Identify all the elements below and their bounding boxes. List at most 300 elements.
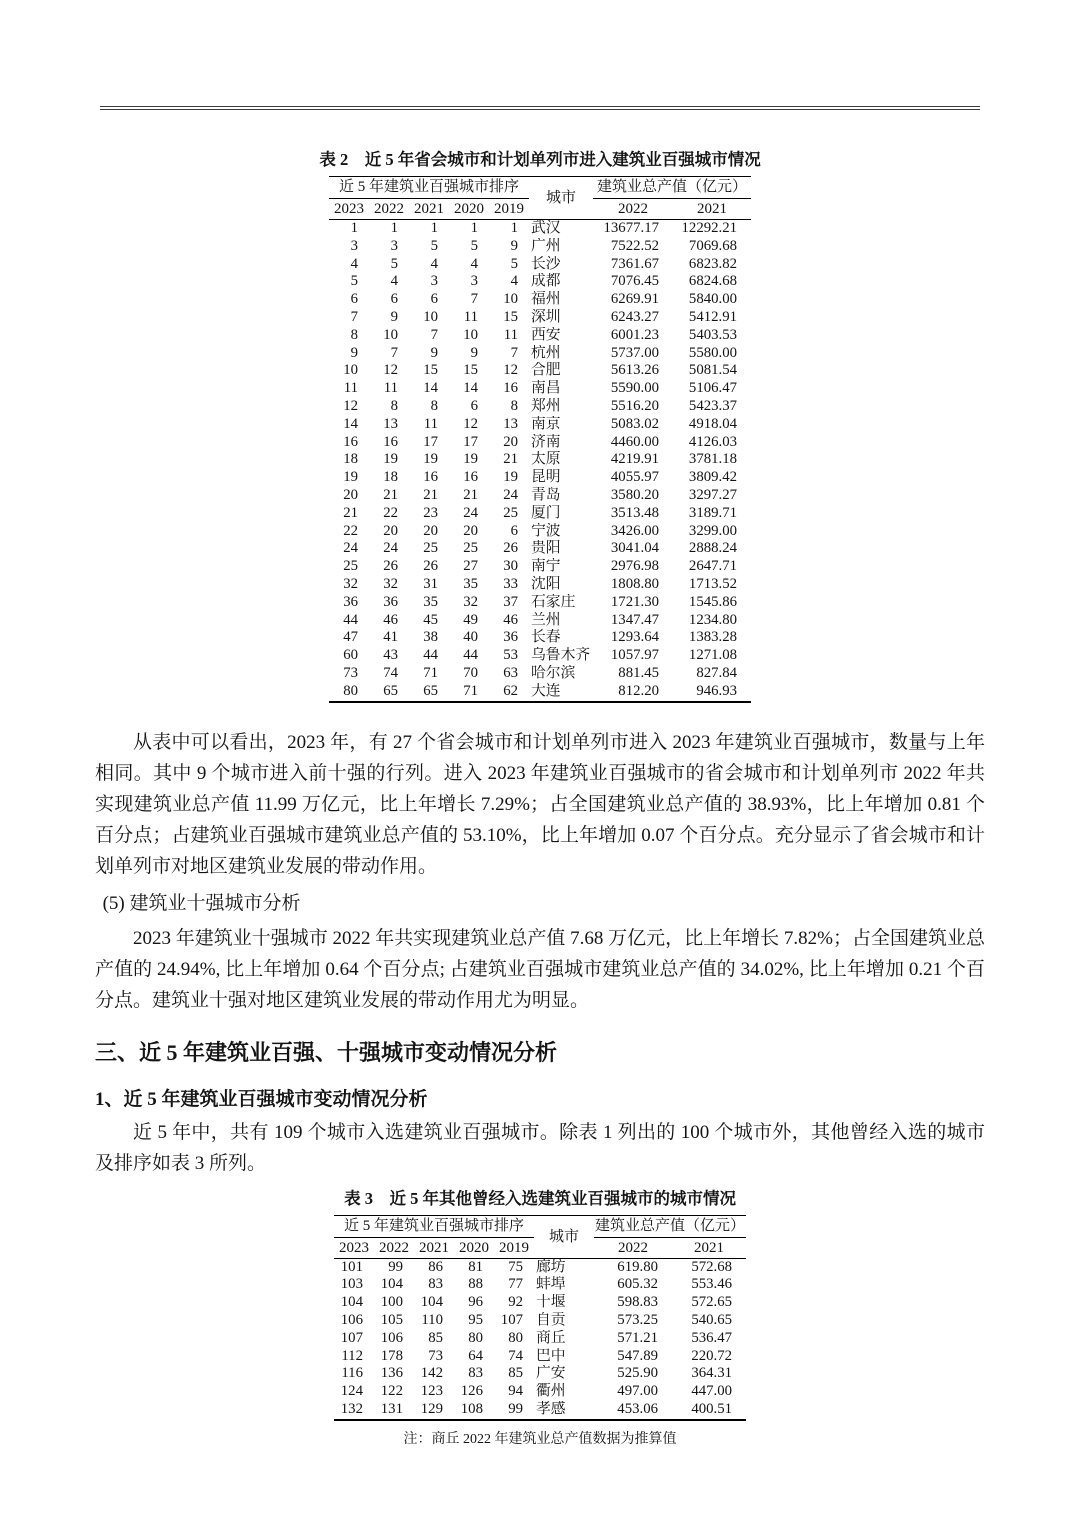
rank-cell: 122: [380, 1383, 403, 1400]
rank-cell: 6: [470, 397, 478, 414]
rank-cell: 1: [430, 220, 438, 236]
rank-cell: 5: [470, 237, 478, 254]
table-row: [329, 362, 751, 380]
value-cell: 13677.17: [603, 220, 659, 236]
value-cell: 5106.47: [688, 380, 738, 397]
value-cell: 3041.04: [610, 540, 659, 557]
city-cell: 郑州: [531, 397, 561, 414]
rank-cell: 45: [423, 611, 438, 628]
city-cell: 昆明: [531, 469, 561, 486]
rank-cell: 106: [340, 1311, 363, 1328]
rank-cell: 85: [508, 1365, 523, 1382]
rank-cell: 83: [468, 1365, 483, 1382]
city-cell: 济南: [531, 433, 561, 450]
table-row: [329, 469, 751, 487]
value-cell: 1808.80: [610, 575, 659, 592]
value-cell: 1057.97: [610, 647, 659, 664]
table-row: [334, 1294, 746, 1312]
table-row: [329, 273, 751, 291]
rank-cell: 16: [383, 433, 398, 450]
rank-cell: 36: [343, 593, 358, 610]
rank-cell: 6: [390, 291, 398, 308]
rank-cell: 3: [390, 237, 398, 254]
value-cell: 619.80: [617, 1258, 658, 1275]
rank-cell: 7: [430, 326, 438, 343]
rank-cell: 36: [503, 629, 518, 646]
rank-cell: 9: [350, 344, 358, 361]
rank-cell: 92: [508, 1294, 523, 1311]
rank-cell: 85: [428, 1329, 443, 1346]
rank-cell: 7: [470, 291, 478, 308]
value-cell: 5423.37: [688, 397, 738, 414]
rank-cell: 126: [460, 1383, 483, 1400]
rank-cell: 26: [383, 558, 398, 575]
rank-cell: 19: [343, 469, 358, 486]
rank-cell: 10: [463, 326, 478, 343]
rank-cell: 71: [463, 682, 478, 699]
rank-cell: 70: [463, 664, 478, 681]
rank-cell: 81: [468, 1258, 483, 1275]
rank-cell: 35: [463, 575, 478, 592]
rank-cell: 40: [463, 629, 478, 646]
rank-cell: 16: [423, 469, 438, 486]
rank-cell: 24: [343, 540, 358, 557]
rank-cell: 132: [340, 1400, 363, 1417]
value-cell: 7361.67: [610, 255, 659, 272]
rank-cell: 22: [383, 504, 398, 521]
city-cell: 沈阳: [531, 575, 561, 592]
table-row: [334, 1276, 746, 1294]
value-cell: 1713.52: [688, 575, 738, 592]
table-row: [329, 540, 751, 558]
rank-cell: 19: [503, 469, 518, 486]
rank-cell: 17: [463, 433, 478, 450]
rank-cell: 94: [508, 1383, 523, 1400]
value-cell: 3189.71: [688, 504, 738, 521]
table2-body: [329, 220, 751, 702]
table2-year-header: 2023: [329, 199, 369, 220]
rank-cell: 44: [343, 611, 358, 628]
rank-cell: 107: [500, 1311, 523, 1328]
value-cell: 3426.00: [610, 522, 659, 539]
value-cell: 2647.71: [688, 558, 738, 575]
rank-cell: 63: [503, 664, 518, 681]
rank-cell: 14: [423, 380, 438, 397]
rank-cell: 131: [380, 1400, 403, 1417]
rank-cell: 71: [423, 664, 438, 681]
value-cell: 5083.02: [610, 415, 659, 432]
rank-cell: 77: [508, 1276, 523, 1293]
rank-cell: 16: [463, 469, 478, 486]
table2-value-year-header: 2021: [673, 199, 751, 220]
table3-year-header: 2023: [334, 1237, 374, 1258]
value-cell: 827.84: [696, 664, 738, 681]
table2-rank-group-header: 近 5 年建筑业百强城市排序: [329, 177, 529, 199]
rank-cell: 47: [343, 629, 358, 646]
table-row: [334, 1348, 746, 1366]
value-cell: 5516.20: [610, 397, 659, 414]
rank-cell: 1: [350, 220, 358, 236]
value-cell: 3580.20: [610, 486, 659, 503]
rank-cell: 25: [343, 558, 358, 575]
city-cell: 南昌: [531, 380, 561, 397]
table-row: [334, 1365, 746, 1383]
value-cell: 5580.00: [688, 344, 738, 361]
value-cell: 1271.08: [688, 647, 738, 664]
value-cell: 364.31: [691, 1365, 733, 1382]
table3-year-header: 2020: [454, 1237, 494, 1258]
table-row: [334, 1312, 746, 1330]
rank-cell: 7: [510, 344, 518, 361]
rank-cell: 7: [390, 344, 398, 361]
heading-top10-analysis: (5) 建筑业十强城市分析: [102, 892, 301, 914]
table-row: [329, 327, 751, 345]
rank-cell: 31: [423, 575, 438, 592]
value-cell: 946.93: [696, 682, 738, 699]
value-cell: 1545.86: [688, 593, 738, 610]
rank-cell: 12: [503, 362, 518, 379]
rank-cell: 19: [423, 451, 438, 468]
rank-cell: 99: [508, 1400, 523, 1417]
rank-cell: 26: [503, 540, 518, 557]
rank-cell: 142: [420, 1365, 443, 1382]
rank-cell: 80: [508, 1329, 523, 1346]
rank-cell: 23: [423, 504, 438, 521]
rank-cell: 10: [383, 326, 398, 343]
value-cell: 553.46: [691, 1276, 733, 1293]
city-cell: 广安: [536, 1365, 566, 1382]
rank-cell: 88: [468, 1276, 483, 1293]
rank-cell: 15: [423, 362, 438, 379]
table-row: [329, 398, 751, 416]
table2-header: [329, 177, 751, 220]
rank-cell: 10: [343, 362, 358, 379]
rank-cell: 73: [343, 664, 358, 681]
rank-cell: 20: [423, 522, 438, 539]
table3-body: [334, 1258, 746, 1420]
value-cell: 220.72: [691, 1347, 733, 1364]
table-row: [334, 1258, 746, 1276]
rank-cell: 36: [383, 593, 398, 610]
value-cell: 5737.00: [610, 344, 659, 361]
city-cell: 广州: [531, 237, 561, 254]
table-row: [329, 629, 751, 647]
value-cell: 605.32: [617, 1276, 658, 1293]
value-cell: 1347.47: [610, 611, 659, 628]
rank-cell: 25: [463, 540, 478, 557]
city-cell: 商丘: [536, 1329, 566, 1346]
rank-cell: 112: [341, 1347, 363, 1364]
rank-cell: 73: [428, 1347, 443, 1364]
value-cell: 1234.80: [688, 611, 738, 628]
rank-cell: 16: [343, 433, 358, 450]
rank-cell: 75: [508, 1258, 523, 1275]
rank-cell: 80: [468, 1329, 483, 1346]
table-row: [329, 309, 751, 327]
rank-cell: 41: [383, 629, 398, 646]
value-cell: 447.00: [691, 1383, 733, 1400]
rank-cell: 27: [463, 558, 478, 575]
table3-value-year-header: 2022: [594, 1237, 672, 1258]
paragraph-109-cities: 近 5 年中，共有 109 个城市入选建筑业百强城市。除表 1 列出的 100 个城市外，其他曾经入选的城市及排序如表 3 所列。: [95, 1121, 985, 1174]
value-cell: 812.20: [618, 682, 659, 699]
value-cell: 525.90: [617, 1365, 658, 1382]
rank-cell: 15: [463, 362, 478, 379]
city-cell: 兰州: [531, 611, 561, 628]
rank-cell: 83: [428, 1276, 443, 1293]
rank-cell: 11: [423, 415, 438, 432]
rank-cell: 110: [421, 1311, 443, 1328]
table-row: [329, 434, 751, 452]
city-cell: 成都: [531, 273, 561, 290]
city-cell: 乌鲁木齐: [531, 647, 591, 664]
city-cell: 长沙: [531, 255, 561, 272]
rank-cell: 100: [380, 1294, 403, 1311]
rank-cell: 108: [460, 1400, 483, 1417]
rank-cell: 24: [503, 486, 518, 503]
value-cell: 7069.68: [688, 237, 738, 254]
rank-cell: 5: [350, 273, 358, 290]
value-cell: 5590.00: [610, 380, 659, 397]
rank-cell: 95: [468, 1311, 483, 1328]
rank-cell: 18: [343, 451, 358, 468]
value-cell: 4126.03: [688, 433, 738, 450]
rank-cell: 9: [470, 344, 478, 361]
table-row: [329, 505, 751, 523]
value-cell: 6824.68: [688, 273, 738, 290]
city-cell: 蚌埠: [536, 1276, 566, 1293]
city-cell: 十堰: [536, 1294, 566, 1311]
value-cell: 2888.24: [688, 540, 738, 557]
rank-cell: 136: [380, 1365, 403, 1382]
rank-cell: 33: [503, 575, 518, 592]
table-row: [329, 487, 751, 505]
rank-cell: 101: [340, 1258, 363, 1275]
value-cell: 6269.91: [610, 291, 659, 308]
value-cell: 4460.00: [610, 433, 659, 450]
table-row: [329, 380, 751, 398]
rank-cell: 38: [423, 629, 438, 646]
rank-cell: 32: [343, 575, 358, 592]
rank-cell: 11: [383, 380, 398, 397]
table2-value-year-header: 2022: [593, 199, 673, 220]
rank-cell: 24: [383, 540, 398, 557]
value-cell: 5840.00: [688, 291, 738, 308]
city-cell: 武汉: [531, 220, 561, 236]
rank-cell: 6: [510, 522, 518, 539]
table-row: [329, 558, 751, 576]
rank-cell: 5: [510, 255, 518, 272]
rank-cell: 11: [463, 308, 478, 325]
rank-cell: 4: [430, 255, 438, 272]
city-cell: 巴中: [536, 1347, 566, 1364]
rank-cell: 12: [463, 415, 478, 432]
value-cell: 5412.91: [688, 308, 738, 325]
table-row: [329, 238, 751, 256]
rank-cell: 21: [343, 504, 358, 521]
value-cell: 540.65: [691, 1311, 733, 1328]
paragraph-top10-summary: 2023 年建筑业十强城市 2022 年共实现建筑业总产值 7.68 万亿元，比上年增长 7.82%；占全国建筑业总产值的 24.94%, 比上年增加 0.64 个百分点; 占建筑业百强城市建筑业总产值的 34.02%, 比上年增加 0.21 个百分点。建筑业十强对地区建筑业发展的带动作用尤为明显。: [95, 927, 985, 1011]
rank-cell: 74: [508, 1347, 523, 1364]
value-cell: 5403.53: [688, 326, 738, 343]
rank-cell: 86: [428, 1258, 443, 1275]
rank-cell: 10: [423, 308, 438, 325]
rank-cell: 20: [463, 522, 478, 539]
rank-cell: 80: [343, 682, 358, 699]
rank-cell: 65: [423, 682, 438, 699]
rank-cell: 32: [383, 575, 398, 592]
table-row: [329, 594, 751, 612]
page-header-rule: [100, 106, 980, 110]
rank-cell: 21: [503, 451, 518, 468]
rank-cell: 124: [340, 1383, 363, 1400]
value-cell: 1721.30: [610, 593, 659, 610]
value-cell: 1383.28: [688, 629, 738, 646]
city-cell: 自贡: [536, 1311, 566, 1328]
rank-cell: 116: [341, 1365, 363, 1382]
rank-cell: 6: [430, 291, 438, 308]
rank-cell: 49: [463, 611, 478, 628]
rank-cell: 30: [503, 558, 518, 575]
table-row: [329, 256, 751, 274]
table-row: [329, 576, 751, 594]
value-cell: 536.47: [691, 1329, 733, 1346]
table3-header: [334, 1215, 746, 1258]
rank-cell: 60: [343, 647, 358, 664]
table3-value-year-header: 2021: [672, 1237, 746, 1258]
city-cell: 西安: [531, 326, 561, 343]
rank-cell: 46: [383, 611, 398, 628]
city-cell: 衢州: [536, 1383, 566, 1400]
table3-title: 表 3 近 5 年其他曾经入选建筑业百强城市的城市情况: [344, 1188, 736, 1208]
value-cell: 400.51: [691, 1400, 733, 1417]
value-cell: 3299.00: [688, 522, 738, 539]
table2-year-header: 2019: [489, 199, 529, 220]
rank-cell: 37: [503, 593, 518, 610]
value-cell: 2976.98: [610, 558, 659, 575]
value-cell: 6823.82: [688, 255, 738, 272]
rank-cell: 3: [350, 237, 358, 254]
rank-cell: 74: [383, 664, 398, 681]
table-row: [329, 451, 751, 469]
rank-cell: 7: [350, 308, 358, 325]
table2: [329, 176, 751, 703]
rank-cell: 17: [423, 433, 438, 450]
city-cell: 长春: [531, 629, 561, 646]
table2-city-header: 城市: [529, 177, 593, 220]
rank-cell: 43: [383, 647, 398, 664]
value-cell: 4918.04: [688, 415, 738, 432]
rank-cell: 1: [510, 220, 518, 236]
table3-city-header: 城市: [534, 1215, 594, 1258]
table-row: [329, 416, 751, 434]
rank-cell: 18: [383, 469, 398, 486]
value-cell: 12292.21: [681, 220, 738, 236]
city-cell: 大连: [531, 682, 561, 699]
value-cell: 4055.97: [610, 469, 659, 486]
rank-cell: 14: [463, 380, 478, 397]
rank-cell: 106: [380, 1329, 403, 1346]
rank-cell: 13: [383, 415, 398, 432]
value-cell: 547.89: [617, 1347, 658, 1364]
value-cell: 5613.26: [610, 362, 659, 379]
rank-cell: 15: [503, 308, 518, 325]
rank-cell: 65: [383, 682, 398, 699]
value-cell: 881.45: [618, 664, 659, 681]
table-row: [329, 291, 751, 309]
rank-cell: 22: [343, 522, 358, 539]
rank-cell: 3: [430, 273, 438, 290]
value-cell: 497.00: [617, 1383, 658, 1400]
value-cell: 571.21: [617, 1329, 658, 1346]
value-cell: 1293.64: [610, 629, 659, 646]
city-cell: 南宁: [531, 558, 561, 575]
rank-cell: 5: [430, 237, 438, 254]
rank-cell: 24: [463, 504, 478, 521]
rank-cell: 13: [503, 415, 518, 432]
city-cell: 青岛: [531, 486, 561, 503]
table2-year-header: 2021: [409, 199, 449, 220]
rank-cell: 104: [340, 1294, 363, 1311]
city-cell: 孝感: [536, 1400, 566, 1417]
rank-cell: 11: [503, 326, 518, 343]
table-row: [329, 345, 751, 363]
table3-note: 注：商丘 2022 年建筑业总产值数据为推算值: [403, 1431, 677, 1447]
table3-year-header: 2019: [494, 1237, 534, 1258]
city-cell: 厦门: [531, 504, 561, 521]
rank-cell: 21: [383, 486, 398, 503]
rank-cell: 44: [463, 647, 478, 664]
value-cell: 3297.27: [688, 486, 738, 503]
value-cell: 3781.18: [688, 451, 738, 468]
rank-cell: 103: [340, 1276, 363, 1293]
rank-cell: 99: [388, 1258, 403, 1275]
table-row: [329, 220, 751, 238]
city-cell: 哈尔滨: [531, 664, 576, 681]
table-row: [334, 1383, 746, 1401]
rank-cell: 9: [430, 344, 438, 361]
rank-cell: 19: [463, 451, 478, 468]
rank-cell: 5: [390, 255, 398, 272]
value-cell: 453.06: [617, 1400, 658, 1417]
rank-cell: 25: [423, 540, 438, 557]
rank-cell: 44: [423, 647, 438, 664]
value-cell: 6243.27: [610, 308, 659, 325]
rank-cell: 129: [420, 1400, 443, 1417]
rank-cell: 14: [343, 415, 358, 432]
value-cell: 7076.45: [610, 273, 659, 290]
rank-cell: 8: [430, 397, 438, 414]
paragraph-capital-cities-summary: 从表中可以看出，2023 年，有 27 个省会城市和计划单列市进入 2023 年建筑业百强城市，数量与上年相同。其中 9 个城市进入前十强的行列。进入 2023 年建筑业百强城市的省会城市和计划单列市 2022 年共实现建筑业总产值 11.99 万亿元，比上年增长 7.29%；占全国建筑业总产值的 38.93%，比上年增加 0.81 个百分点；占建筑业百强城市建筑业总产值的 53.10%，比上年增加 0.07 个百分点。充分显示了省会城市和计划单列市对地区建筑业发展的带动作用。: [95, 731, 985, 877]
rank-cell: 20: [503, 433, 518, 450]
table3-value-group-header: 建筑业总产值（亿元）: [594, 1215, 746, 1237]
rank-cell: 16: [503, 380, 518, 397]
rank-cell: 8: [390, 397, 398, 414]
table-row: [334, 1330, 746, 1348]
rank-cell: 4: [470, 255, 478, 272]
rank-cell: 10: [503, 291, 518, 308]
city-cell: 廊坊: [536, 1258, 566, 1275]
rank-cell: 96: [468, 1294, 483, 1311]
table2-year-header: 2020: [449, 199, 489, 220]
rank-cell: 35: [423, 593, 438, 610]
table3: [334, 1215, 746, 1421]
rank-cell: 21: [423, 486, 438, 503]
rank-cell: 178: [380, 1347, 403, 1364]
rank-cell: 4: [510, 273, 518, 290]
rank-cell: 46: [503, 611, 518, 628]
rank-cell: 9: [510, 237, 518, 254]
